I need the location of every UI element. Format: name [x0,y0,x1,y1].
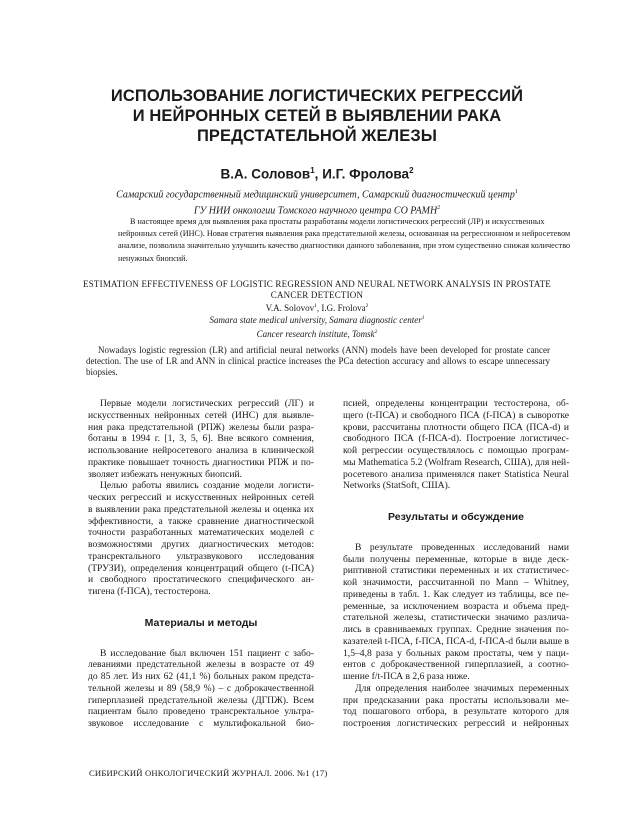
body-line: 1,5–4,8 раза у больных раком простаты, чем у паци- [343,647,569,659]
en-affiliation-1 [60,313,574,327]
abstract-ru-line: нейронных сетей (ИНС). Новая стратегия выявления рака предстательной железы, основанная на регрессионном и нейросетевом [118,229,571,239]
en-author-1: V.A. Solovov [265,303,315,313]
body-line: возможностями других диагностических методов: [88,539,314,550]
body-line: Целью работы явились создание модели логисти- [100,480,314,492]
en-affiliation-2-sup: 2 [374,328,378,335]
body-line: В результате проведенных исследований нами [355,541,569,553]
body-line: леваниями предстательной железы в возрасте от 49 [88,659,314,671]
title-line-1: ИСПОЛЬЗОВАНИЕ ЛОГИСТИЧЕСКИХ РЕГРЕССИЙ [110,87,524,105]
body-line: шение f/t-ПСА в 2,6 раза ниже. [343,671,470,682]
body-line: и свободного простатического специфического ан- [88,574,314,586]
body-line: ременные, за исключением возраста и объема пред- [343,600,569,612]
affiliations-ru [60,186,574,218]
body-line: Первые модели логистических регрессий (ЛГ) и [100,398,314,409]
article-title [60,86,574,146]
paragraph-methods [88,648,314,730]
body-line: искусственных нейронных сетей (ИНС) для выявле- [88,409,314,421]
body-line: до 85 лет. Из них 62 (41,1 %) больных раком предста- [88,671,314,682]
body-column-right [343,398,569,730]
body-line: зволяет избежать ненужных биопсий. [88,468,242,480]
affiliation-2-sup: 2 [437,204,441,211]
body-line: ческих регрессий и искусственных нейронных сетей [88,492,314,503]
body-line: ботаны в 1994 г. [1, 3, 5, 6]. Вне всякого сомнения, [88,433,314,445]
affiliation-1 [60,186,574,202]
body-line: приведены в табл. 1. Как следует из таблицы, все пе- [343,588,569,600]
author-1-sup: 1 [310,166,315,175]
body-line: были получены переменные, которые в виде деск- [343,553,569,565]
abstract-en-line: Nowadays logistic regression (LR) and artificial neural networks (ANN) models have been developed for prostate cancer [98,345,550,355]
section-heading-methods: Материалы и методы [144,616,258,629]
abstract-en [86,345,550,379]
body-line: в выявлении рака предстательной железы и оценка их [88,503,314,515]
body-line: звуковое исследование с мультифокальной био- [88,718,314,729]
en-affiliation-1-text: Samara state medical university, Samara diagnostic center [209,315,422,325]
body-line: использование нейросетевого анализа в клинической [88,445,314,456]
body-line: кой регрессии осуществлялось с помощью програм- [343,445,569,456]
body-line: стательной железы, статистически значимо различа- [343,612,569,624]
abstract-en-line: detection. The use of LR and ANN in clinical practice increases the PCa detection accuracy and allows to escape unnecessary [86,356,550,367]
affiliation-1-sup: 1 [514,189,518,195]
body-column-left [88,398,314,730]
authors-ru [60,163,574,183]
body-line: практике повышает точность диагностики РПЖ и по- [88,456,314,468]
affiliation-1-text: Самарский государственный медицинский университет, Самарский диагностический центр [116,189,515,201]
body-line: построения логистических регрессий и нейронных [343,718,569,729]
abstract-ru [118,216,571,265]
abstract-ru-line: анализе, позволила значительно улучшить качество диагностики данного заболевания, при этом существенно снижая количество [118,241,571,251]
paragraph-selection [343,683,569,730]
en-author-2: I.G. Frolova [321,303,366,313]
author-2: И.Г. Фролова [322,166,410,182]
paragraph-aim [88,480,314,598]
body-line: свободного ПСА (f-ПСА-d). Построение логистичес- [343,433,569,445]
body-line: (ТРУЗИ), определения концентраций общего (t-ПСА) [88,562,314,574]
body-line: ния рака предстательной (РПЖ) железы были разра- [88,421,314,433]
body-line: точности разработанных математических моделей с [88,527,314,539]
paragraph-intro [88,398,314,480]
body-line: лись в сравниваемых группах. Средние значения по- [343,624,569,635]
body-line: гиперплазией предстательной железы (ДГПЖ). Всем [88,694,314,706]
body-line: пациентам было проведено трансректальное ультра- [88,706,314,718]
affiliation-2-text: ГУ НИИ онкологии Томского научного центра СО РАМН [193,205,438,217]
affiliations-en [60,313,574,340]
en-author-2-sup: 2 [365,303,369,309]
en-affiliation-2 [60,327,574,341]
body-line: тигена (f-ПСА), тестостерона. [88,586,211,597]
body-line: В исследование был включен 151 пациент с забо- [100,647,314,659]
body-line: псией, определены концентрации тестостерона, об- [343,398,569,409]
journal-footer: СИБИРСКИЙ ОНКОЛОГИЧЕСКИЙ ЖУРНАЛ. 2006. №1 (17) [89,768,328,778]
en-affiliation-2-text: Cancer research institute, Tomsk [256,328,375,339]
abstract-ru-line: В настоящее время для выявления рака простаты разработаны модели логистических регрессий (ЛР) и искусственных [130,217,545,226]
paragraph-methods-cont [343,398,569,492]
author-1: В.А. Соловов [220,166,311,182]
english-title [60,279,574,301]
title-line-2: И НЕЙРОННЫХ СЕТЕЙ В ВЫЯВЛЕНИИ РАКА [132,107,502,125]
abstract-ru-line: ненужных биопсий. [118,253,188,263]
body-line: мы Mathematica 5.2 (Wolfram Research, США), для ней- [343,456,570,468]
body-line: крови, рассчитаны плотности общего ПСА (ПСА-d) и [343,421,569,433]
en-author-1-sup: 1 [314,303,317,309]
body-line: Networks (StatSoft, США). [343,480,451,492]
en-affiliation-1-sup: 1 [421,315,425,321]
body-line: Для определения наиболее значимых переменных [355,682,569,694]
body-line: ентов с доброкачественной гиперплазией, а соотно- [343,659,569,671]
body-line: росетевого анализа применялся пакет Statistica Neural [343,468,569,480]
paragraph-results [343,542,569,683]
body-line: щего (t-ПСА) и свободного ПСА (f-ПСА) в сыворотке [343,409,569,421]
body-line: риптивной статистики переменных и их статистичес- [343,565,569,577]
section-heading-results: Результаты и обсуждение [388,511,524,523]
abstract-en-line: biopsies. [86,367,118,378]
body-line: казателей t-ПСА, f-ПСА, ПСА-d, f-ПСА-d были выше в [343,635,569,647]
body-line: эффективности, а также сравнение диагностической [88,515,314,527]
body-line: кой значимости, рассчитанной по Mann – Whitney, [343,577,569,588]
body-line: тельной железы и 89 (58,9 %) – с доброкачественной [88,682,314,694]
body-line: трансректального ультразвукового исследования [88,550,314,562]
english-title-line-1: ESTIMATION EFFECTIVENESS OF LOGISTIC REGRESSION AND NEURAL NETWORK ANALYSIS IN PROSTATE [83,279,551,289]
english-title-line-2: CANCER DETECTION [270,290,364,300]
body-line: при предсказании рака простаты использовали ме- [343,694,569,706]
body-line: тод пошагового отбора, в результате которого для [343,706,569,718]
en-author-separator: , [316,303,322,313]
author-2-sup: 2 [409,166,414,175]
title-line-3: ПРЕДСТАТЕЛЬНОЙ ЖЕЛЕЗЫ [196,127,438,145]
author-separator: , [314,166,323,182]
